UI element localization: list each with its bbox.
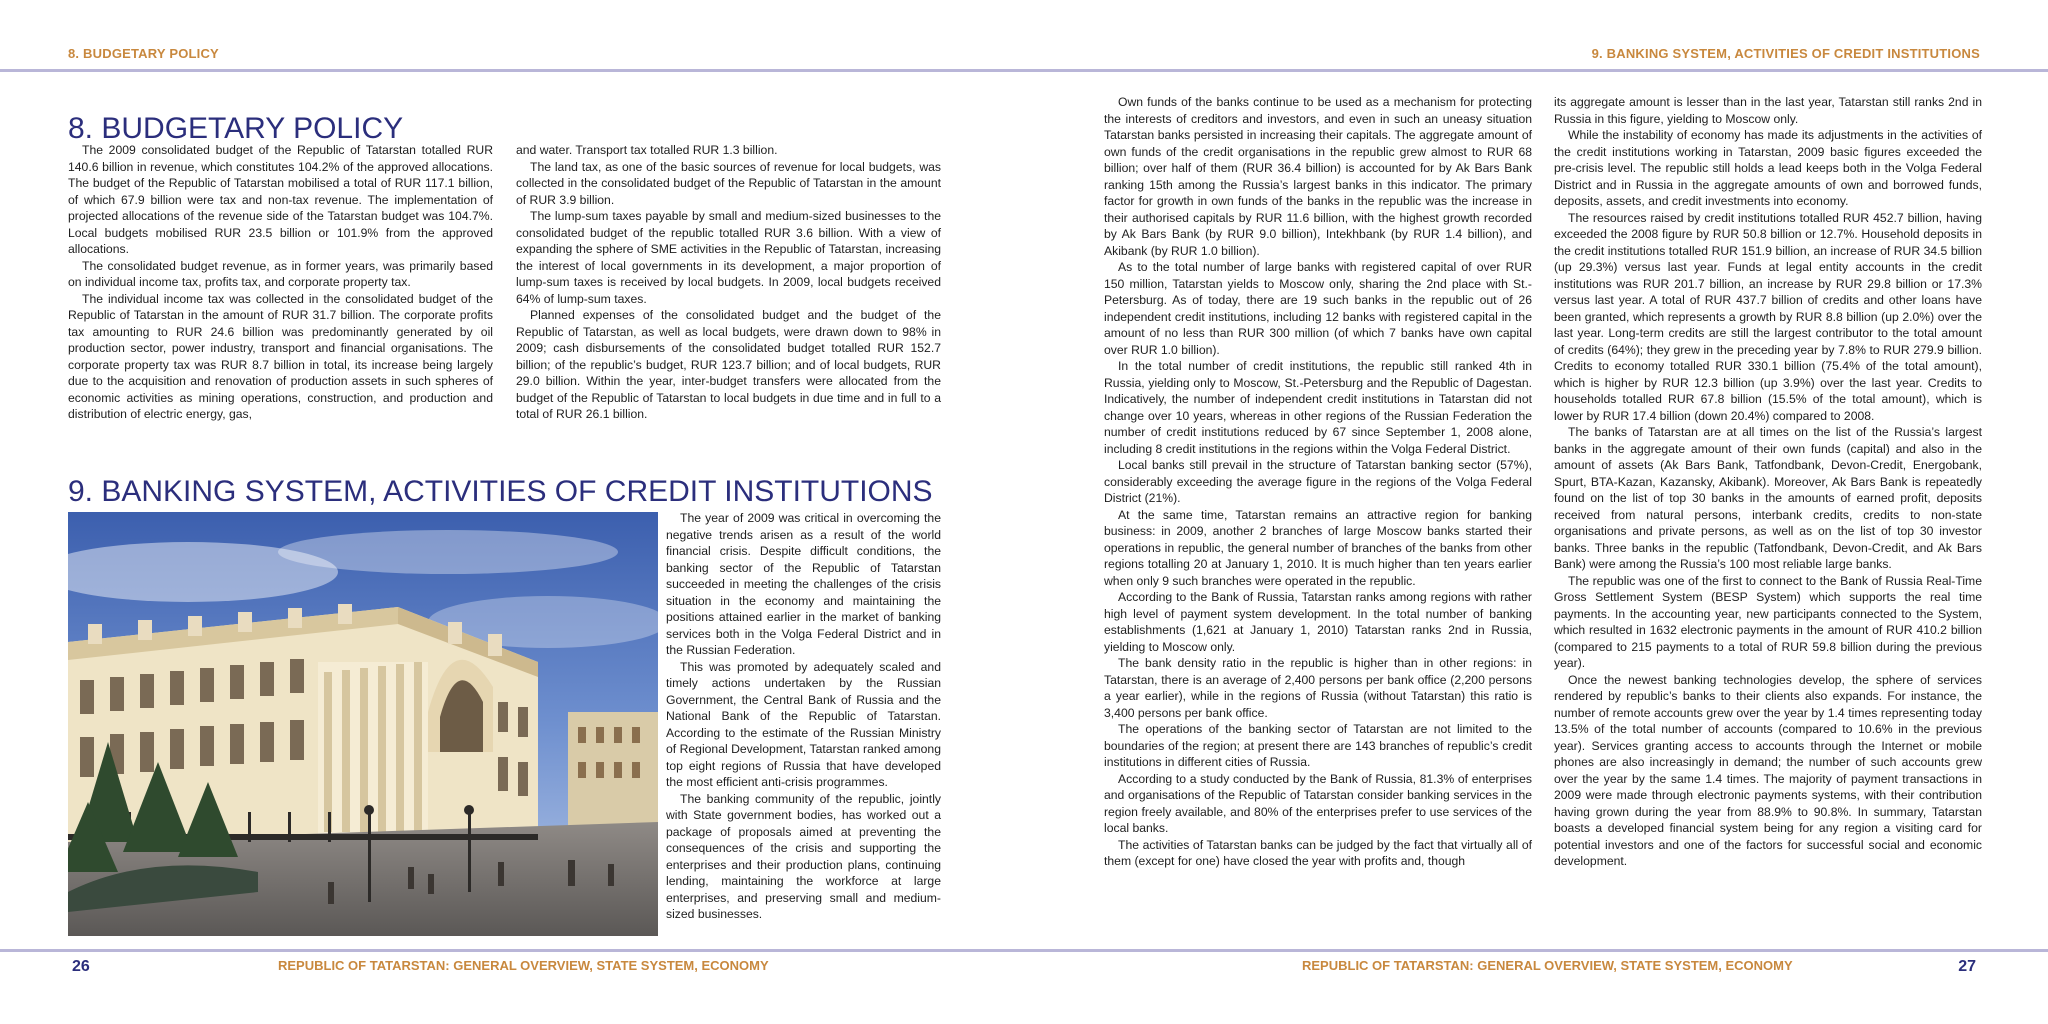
footer-rule [0, 949, 2048, 952]
paragraph: The banking community of the republic, jointly with State government bodies, has worked out a package of proposals aimed at preventing the consequences of the crisis and supporting the enterprises and their production plans, continuing lending, maintaining the workforce at large enterprises, and preserving small and medium-sized businesses. [666, 791, 941, 921]
section-9-title: 9. BANKING SYSTEM, ACTIVITIES OF CREDIT INSTITUTIONS [68, 475, 933, 509]
paragraph: The republic was one of the first to connect to the Bank of Russia Real-Time Gross Settlement System (BESP System) which supports the real time payments. In the accounting year, new participants connected to the System, which resulted in 1632 electronic payments in the amount of RUR 410.2 billion (compared to 215 payments to a total of RUR 59.8 billion during the previous year). [1554, 573, 1982, 670]
paragraph: The lump-sum taxes payable by small and medium-sized businesses to the consolidated budget of the republic totalled RUR 3.6 billion. With a view of expanding the sphere of SME activities in the Republic of Tatarstan, increasing the interest of local governments in its development, a major proportion of lump-sum taxes is received by local budgets. In 2009, local budgets received 64% of lump-sum taxes. [516, 209, 941, 306]
paragraph: The consolidated budget revenue, as in former years, was primarily based on individual income tax, profits tax, and corporate property tax. [68, 258, 493, 289]
paragraph: The operations of the banking sector of Tatarstan are not limited to the boundaries of the region; at present there are 143 branches of republic’s credit institutions in different cities of Russia. [1104, 722, 1532, 769]
running-header-left: 8. BUDGETARY POLICY [68, 46, 219, 61]
paragraph: As to the total number of large banks with registered capital of over RUR 150 million, Tatarstan yields to Moscow only, sharing the 2nd place with St.-Petersburg. As of today, there are 19 such banks in the republic out of 26 independent credit institutions, including 12 banks with registered capital in the amount of no less than RUR 300 million (of which 7 banks have own capital over RUR 1.0 billion). [1104, 260, 1532, 357]
section-8-column-1 [68, 142, 493, 423]
running-header-right: 9. BANKING SYSTEM, ACTIVITIES OF CREDIT INSTITUTIONS [1591, 46, 1980, 61]
running-footer-right: REPUBLIC OF TATARSTAN: GENERAL OVERVIEW, STATE SYSTEM, ECONOMY [1302, 958, 1793, 973]
section-8-title: 8. BUDGETARY POLICY [68, 112, 404, 146]
paragraph: Once the newest banking technologies develop, the sphere of services rendered by republic’s banks to their clients also expands. For instance, the number of remote accounts grew over the year by 1.4 times representing today 13.5% of the total number of accounts (compared to 10.6% in the previous year). Services granting access to accounts through the Internet or mobile phones are also increasingly in demand; the number of such accounts grew over the year by the same 1.4 times. The majority of payment transactions in 2009 were made through electronic payments systems, with their contribution having grown during the year from 88.9% to 90.8%. In summary, Tatarstan boasts a developed financial system being for any region a visiting card for potential investors and one of the factors for successful social and economic development. [1554, 672, 1982, 868]
paragraph: Local banks still prevail in the structure of Tatarstan banking sector (57%), considerably exceeding the average figure in the regions of the Volga Federal District (21%). [1104, 458, 1532, 505]
paragraph: At the same time, Tatarstan remains an attractive region for banking business: in 2009, another 2 branches of large Moscow banks started their operations in republic, the general number of branches of the banks from other regions totalling 20 at January 1, 2010. It is much higher than ten years earlier when only 9 such branches were operated in the republic. [1104, 507, 1532, 588]
paragraph: The year of 2009 was critical in overcoming the negative trends arisen as a result of the world financial crisis. Despite difficult conditions, the banking sector of the Republic of Tatarstan succeeded in meeting the challenges of the crisis situation in the economy and maintaining the positions attained earlier in the market of banking services both in the Volga Federal District and in the Russian Federation. [666, 511, 941, 657]
paragraph: Planned expenses of the consolidated budget and the budget of the Republic of Tatarstan, as well as local budgets, were drawn down to 98% in 2009; cash disbursements of the consolidated budget totalled RUR 152.7 billion; of the republic’s budget, RUR 123.7 billion; and of local budgets, RUR 29.0 billion. Within the year, inter-budget transfers were allocated from the budget of the Republic of Tatarstan to local budgets in due time and in full to a total of RUR 26.1 billion. [516, 308, 941, 421]
section-9-column-3 [1554, 94, 1982, 870]
paragraph: The individual income tax was collected in the consolidated budget of the Republic of Tatarstan in the amount of RUR 31.7 billion. The corporate profits tax amounting to RUR 24.6 billion was predominantly generated by oil production sector, power industry, transport and financial organisations. The corporate property tax was RUR 8.7 billion in total, its increase being largely due to the acquisition and renovation of production assets in such spheres of economic activities as mining operations, construction, and production and distribution of electric energy, gas, [68, 291, 493, 421]
page-number-left: 26 [72, 958, 90, 975]
paragraph: According to the Bank of Russia, Tatarstan ranks among regions with rather high level of payment system development. In the total number of banking establishments (1,621 at January 1, 2010) Tatarstan ranks 2nd in Russia, yielding to Moscow only. [1104, 590, 1532, 654]
section-9-column-1 [666, 510, 941, 923]
paragraph: This was promoted by adequately scaled and timely actions undertaken by the Russian Government, the Central Bank of Russia and the National Bank of the Republic of Tatarstan. According to the estimate of the Russian Ministry of Regional Development, Tatarstan ranked among top eight regions of Russia that have developed the most efficient anti-crisis programmes. [666, 659, 941, 789]
paragraph-continued: and water. Transport tax totalled RUR 1.3 billion. [516, 143, 778, 157]
paragraph-continued: its aggregate amount is lesser than in the last year, Tatarstan still ranks 2nd in Russia in this figure, yielding to Moscow only. [1554, 95, 1982, 126]
paragraph: While the instability of economy has made its adjustments in the activities of the credit institutions working in Tatarstan, 2009 basic figures exceeded the pre-crisis level. The republic still holds a lead keeps both in the Volga Federal District and in Russia in the aggregate amounts of own and borrowed funds, deposits, assets, and credit investments into economy. [1554, 128, 1982, 208]
page-number-right: 27 [1958, 958, 1976, 975]
paragraph: In the total number of credit institutions, the republic still ranked 4th in Russia, yielding only to Moscow, St.-Petersburg and the Republic of Dagestan. Indicatively, the number of independent credit institutions in Tatarstan did not change over 10 years, whereas in other regions of the Russian Federation the number of credit institutions reduced by 67 since September 1, 2008 alone, including 8 credit institutions in the regions within the Volga Federal District. [1104, 359, 1532, 456]
section-9-column-2 [1104, 94, 1532, 870]
running-footer-left: REPUBLIC OF TATARSTAN: GENERAL OVERVIEW, STATE SYSTEM, ECONOMY [278, 958, 769, 973]
paragraph: The banks of Tatarstan are at all times on the list of the Russia’s largest banks in the aggregate amount of their own funds (capital) and also in the amount of assets (Ak Bars Bank, Tatfondbank, Devon-Credit, Energobank, Spurt, BTA-Kazan, Kazansky, Akibank). Moreover, Ak Bars Bank is repeatedly found on the list of top 30 banks in the amounts of earned profit, deposits received from natural persons, interbank credits, credits to non-state organisations and private persons, as well as on the list of top 30 investor banks. Three banks in the republic (Tatfondbank, Devon-Credit, and Ak Bars Bank) were among the Russia’s 100 most reliable large banks. [1554, 425, 1982, 571]
bank-building-photo [68, 512, 658, 936]
paragraph: The 2009 consolidated budget of the Republic of Tatarstan totalled RUR 140.6 billion in revenue, which constitutes 104.2% of the approved allocations. The budget of the Republic of Tatarstan mobilised a total of RUR 117.1 billion, of which 67.9 billion were tax and non-tax revenue. The implementation of projected allocations of the revenue side of the Tatarstan budget was 104.7%. Local budgets mobilised RUR 23.5 billion or 101.9% from the approved allocations. [68, 143, 493, 256]
paragraph: The bank density ratio in the republic is higher than in other regions: in Tatarstan, there is an average of 2,400 persons per bank office (2,200 persons a year earlier), while in the regions of Russia (without Tatarstan) this ratio is 3,400 persons per bank office. [1104, 656, 1532, 720]
section-8-column-2 [516, 142, 941, 423]
paragraph: The land tax, as one of the basic sources of revenue for local budgets, was collected in the consolidated budget of the Republic of Tatarstan in the amount of RUR 3.9 billion. [516, 159, 941, 207]
paragraph: According to a study conducted by the Bank of Russia, 81.3% of enterprises and organisations of the Republic of Tatarstan consider banking services in the region freely available, and 80% of the enterprises prefer to use services of the local banks. [1104, 771, 1532, 835]
paragraph: The activities of Tatarstan banks can be judged by the fact that virtually all of them (except for one) have closed the year with profits and, though [1104, 837, 1532, 868]
paragraph: Own funds of the banks continue to be used as a mechanism for protecting the interests of creditors and investors, and even in such an uneasy situation Tatarstan banks persisted in increasing their capitals. The aggregate amount of own funds of the credit organisations in the republic grew almost to RUR 68 billion; over half of them (RUR 36.4 billion) is accounted for by Ak Bars Bank ranking 15th among the Russia’s largest banks in this indicator. The primary factor for growth in own funds of the banks in the republic was the increase in their authorised capitals by RUR 11.6 billion, with the highest growth recorded by Ak Bars Bank (by RUR 9.0 billion), Intekhbank (by RUR 1.4 billion), and Akibank (by RUR 1.0 billion). [1104, 95, 1532, 258]
paragraph: The resources raised by credit institutions totalled RUR 452.7 billion, having exceeded the 2008 figure by RUR 50.8 billion or 12.7%. Household deposits in the credit institutions totalled RUR 151.9 billion, an increase of RUR 34.5 billion (up 29.3%) versus last year. Funds at legal entity accounts in the credit institutions was RUR 201.7 billion, an increase by RUR 29.8 billion or 17.3% versus last year. A total of RUR 437.7 billion of credits and other loans have been granted, which represents a growth by RUR 8.8 billion (up 2.0%) over the last year. Long-term credits are still the largest contributor to the total amount of credits (64%); they grew in the preceding year by 7.8% to RUR 279.9 billion. Credits to economy totalled RUR 330.1 billion (75.4% of the total amount), which is higher by RUR 12.3 billion (up 3.9%) over the last year. Credits to households totalled RUR 67.8 billion (15.5% of the total amount), which is lower by RUR 17.4 billion (down 20.4%) compared to 2008. [1554, 210, 1982, 423]
header-rule [0, 69, 2048, 72]
